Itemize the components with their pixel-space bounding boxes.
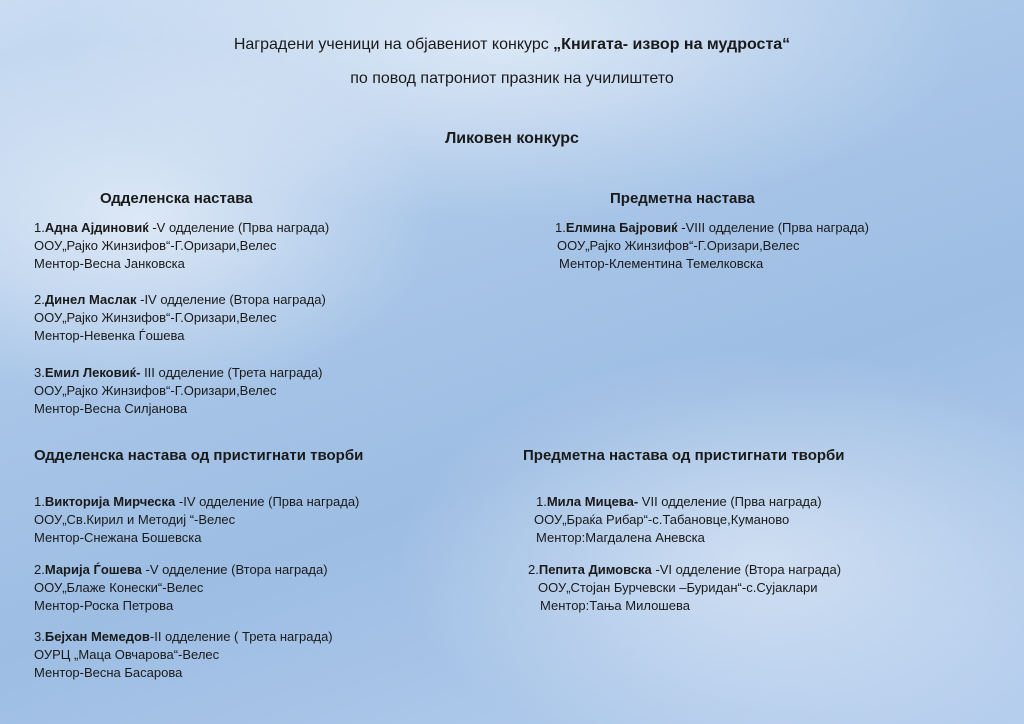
school-name: ООУ„Браќа Рибар“-с.Табановце,Куманово <box>534 512 790 527</box>
award-entry: 1.Мила Мицева- VII одделение (Прва награда) ООУ„Браќа Рибар“-с.Табановце,Куманово Ментор:Магдалена Аневска <box>534 494 822 545</box>
award-entry: 2.Пепита Димовска -VI одделение (Втора награда) ООУ„Стојан Бурчевски –Буридан“-с.Сујаклари Ментор:Тања Милошева <box>528 562 842 613</box>
mentor-name: Ментор-Весна Силјанова <box>34 401 188 416</box>
heading-primary-submitted: Одделенска настава од пристигнати творби <box>34 447 364 464</box>
mentor-name: Ментор:Тања Милошева <box>540 598 690 613</box>
heading-subject-classes: Предметна настава <box>610 190 755 207</box>
school-name: ООУ„Рајко Жинзифов“-Г.Оризари,Велес <box>34 238 277 253</box>
student-name: Пепита Димовска <box>538 562 652 577</box>
student-name: Елмина Бајровиќ <box>565 220 678 235</box>
mentor-name: Ментор-Весна Басарова <box>34 665 183 680</box>
award-entry: 2.Динел Маслак -IV одделение (Втора награда) ООУ„Рајко Жинзифов“-Г.Оризари,Велес Ментор-Невенка Ѓошева <box>34 292 326 343</box>
school-name: ОУРЦ „Маца Овчарова“-Велес <box>34 647 220 662</box>
document-title <box>0 36 1024 54</box>
student-name: Емил Лековиќ- <box>44 365 141 380</box>
mentor-name: Ментор-Весна Јанковска <box>34 256 185 271</box>
student-name: Викторија Мирческа <box>44 494 176 509</box>
contest-name: „Книгата- извор на мудроста“ <box>553 36 791 53</box>
title-prefix: Наградени ученици на објавениот конкурс <box>233 36 554 53</box>
heading-subject-submitted: Предметна настава од пристигнати творби <box>523 447 845 464</box>
student-name: Бејхан Мемедов <box>44 629 150 644</box>
award-entry: 1.Елмина Бајровиќ -VIII одделение (Прва награда) ООУ„Рајко Жинзифов“-Г.Оризари,Велес Ментор-Клементина Темелковска <box>555 220 869 271</box>
mentor-name: Ментор-Роска Петрова <box>34 598 174 613</box>
mentor-name: Ментор-Невенка Ѓошева <box>34 328 185 343</box>
award-entry: 3.Бејхан Мемедов-II одделение ( Трета награда) ОУРЦ „Маца Овчарова“-Велес Ментор-Весна Басарова <box>34 629 333 680</box>
student-name: Адна Аjдиновиќ <box>44 220 149 235</box>
award-entry: 3.Емил Лековиќ- III одделение (Трета награда) ООУ„Рајко Жинзифов“-Г.Оризари,Велес Ментор-Весна Силјанова <box>34 365 323 416</box>
document-subtitle: по повод патрониот празник на училиштето <box>350 70 674 87</box>
student-name: Динел Маслак <box>44 292 137 307</box>
mentor-name: Ментор-Снежана Бошевска <box>34 530 202 545</box>
award-entry: 2.Марија Ѓошева -V одделение (Втора награда) ООУ„Блаже Конески“-Велес Ментор-Роска Петрова <box>34 562 328 613</box>
heading-primary-classes: Одделенска настава <box>100 190 253 207</box>
school-name: ООУ„Рајко Жинзифов“-Г.Оризари,Велес <box>557 238 800 253</box>
mentor-name: Ментор:Магдалена Аневска <box>536 530 705 545</box>
section-title: Ликовен конкурс <box>445 130 579 147</box>
award-entry: 1.Викторија Мирческа -IV одделение (Прва награда) ООУ„Св.Кирил и Методиј “-Велес Ментор-Снежана Бошевска <box>34 494 360 545</box>
student-name: Марија Ѓошева <box>44 562 142 577</box>
school-name: ООУ„Рајко Жинзифов“-Г.Оризари,Велес <box>34 310 277 325</box>
school-name: ООУ„Рајко Жинзифов“-Г.Оризари,Велес <box>34 383 277 398</box>
student-name: Мила Мицева- <box>546 494 639 509</box>
mentor-name: Ментор-Клементина Темелковска <box>559 256 764 271</box>
school-name: ООУ„Стојан Бурчевски –Буридан“-с.Сујаклари <box>538 580 818 595</box>
award-entry: 1.Адна Аjдиновиќ -V одделение (Прва награда) ООУ„Рајко Жинзифов“-Г.Оризари,Велес Ментор-Весна Јанковска <box>34 220 330 271</box>
school-name: ООУ„Блаже Конески“-Велес <box>34 580 204 595</box>
school-name: ООУ„Св.Кирил и Методиј “-Велес <box>34 512 236 527</box>
